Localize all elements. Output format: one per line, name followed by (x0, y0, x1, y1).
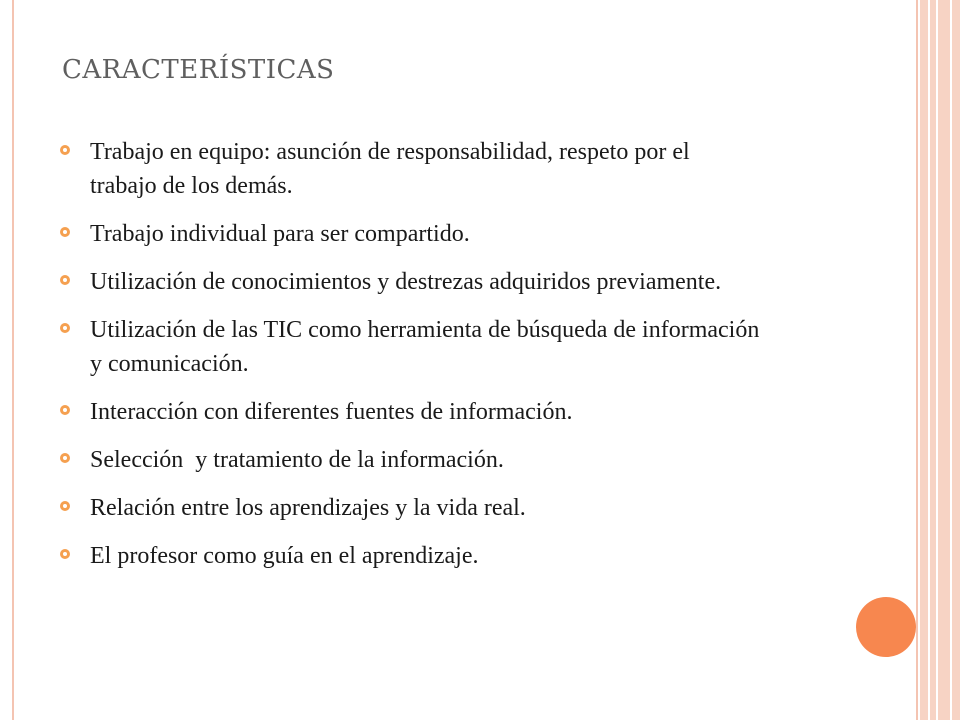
bullet-text: Trabajo individual para ser compartido. (90, 221, 470, 247)
bullet-item (60, 265, 760, 299)
bullet-item (60, 539, 760, 573)
bullet-item (60, 135, 760, 203)
bullet-text: Utilización de las TIC como herramienta de búsqueda de información y comunicación. (90, 317, 766, 377)
bullet-text: Relación entre los aprendizajes y la vida real. (90, 495, 526, 521)
bullet-text: Interacción con diferentes fuentes de información. (90, 399, 573, 425)
bullet-item (60, 395, 760, 429)
bullet-item (60, 217, 760, 251)
band-stripe (950, 0, 952, 720)
ring-bullet-icon (60, 227, 70, 237)
ring-bullet-icon (60, 501, 70, 511)
bullet-text: Trabajo en equipo: asunción de responsabilidad, respeto por el trabajo de los demás. (90, 139, 696, 199)
bullet-text: Selección y tratamiento de la información. (90, 447, 504, 473)
bullet-text: El profesor como guía en el aprendizaje. (90, 543, 479, 569)
ring-bullet-icon (60, 145, 70, 155)
band-stripe (928, 0, 930, 720)
decorative-side-band (920, 0, 960, 720)
bullet-item (60, 491, 760, 525)
ring-bullet-icon (60, 453, 70, 463)
ring-bullet-icon (60, 405, 70, 415)
bullet-list (60, 135, 766, 587)
bullet-item (60, 313, 766, 381)
ring-bullet-icon (60, 275, 70, 285)
decorative-circle (856, 597, 916, 657)
ring-bullet-icon (60, 323, 70, 333)
band-stripe (936, 0, 938, 720)
bullet-item (60, 443, 760, 477)
slide-title: CARACTERÍSTICAS (62, 55, 335, 85)
bullet-text: Utilización de conocimientos y destrezas adquiridos previamente. (90, 269, 722, 295)
ring-bullet-icon (60, 549, 70, 559)
